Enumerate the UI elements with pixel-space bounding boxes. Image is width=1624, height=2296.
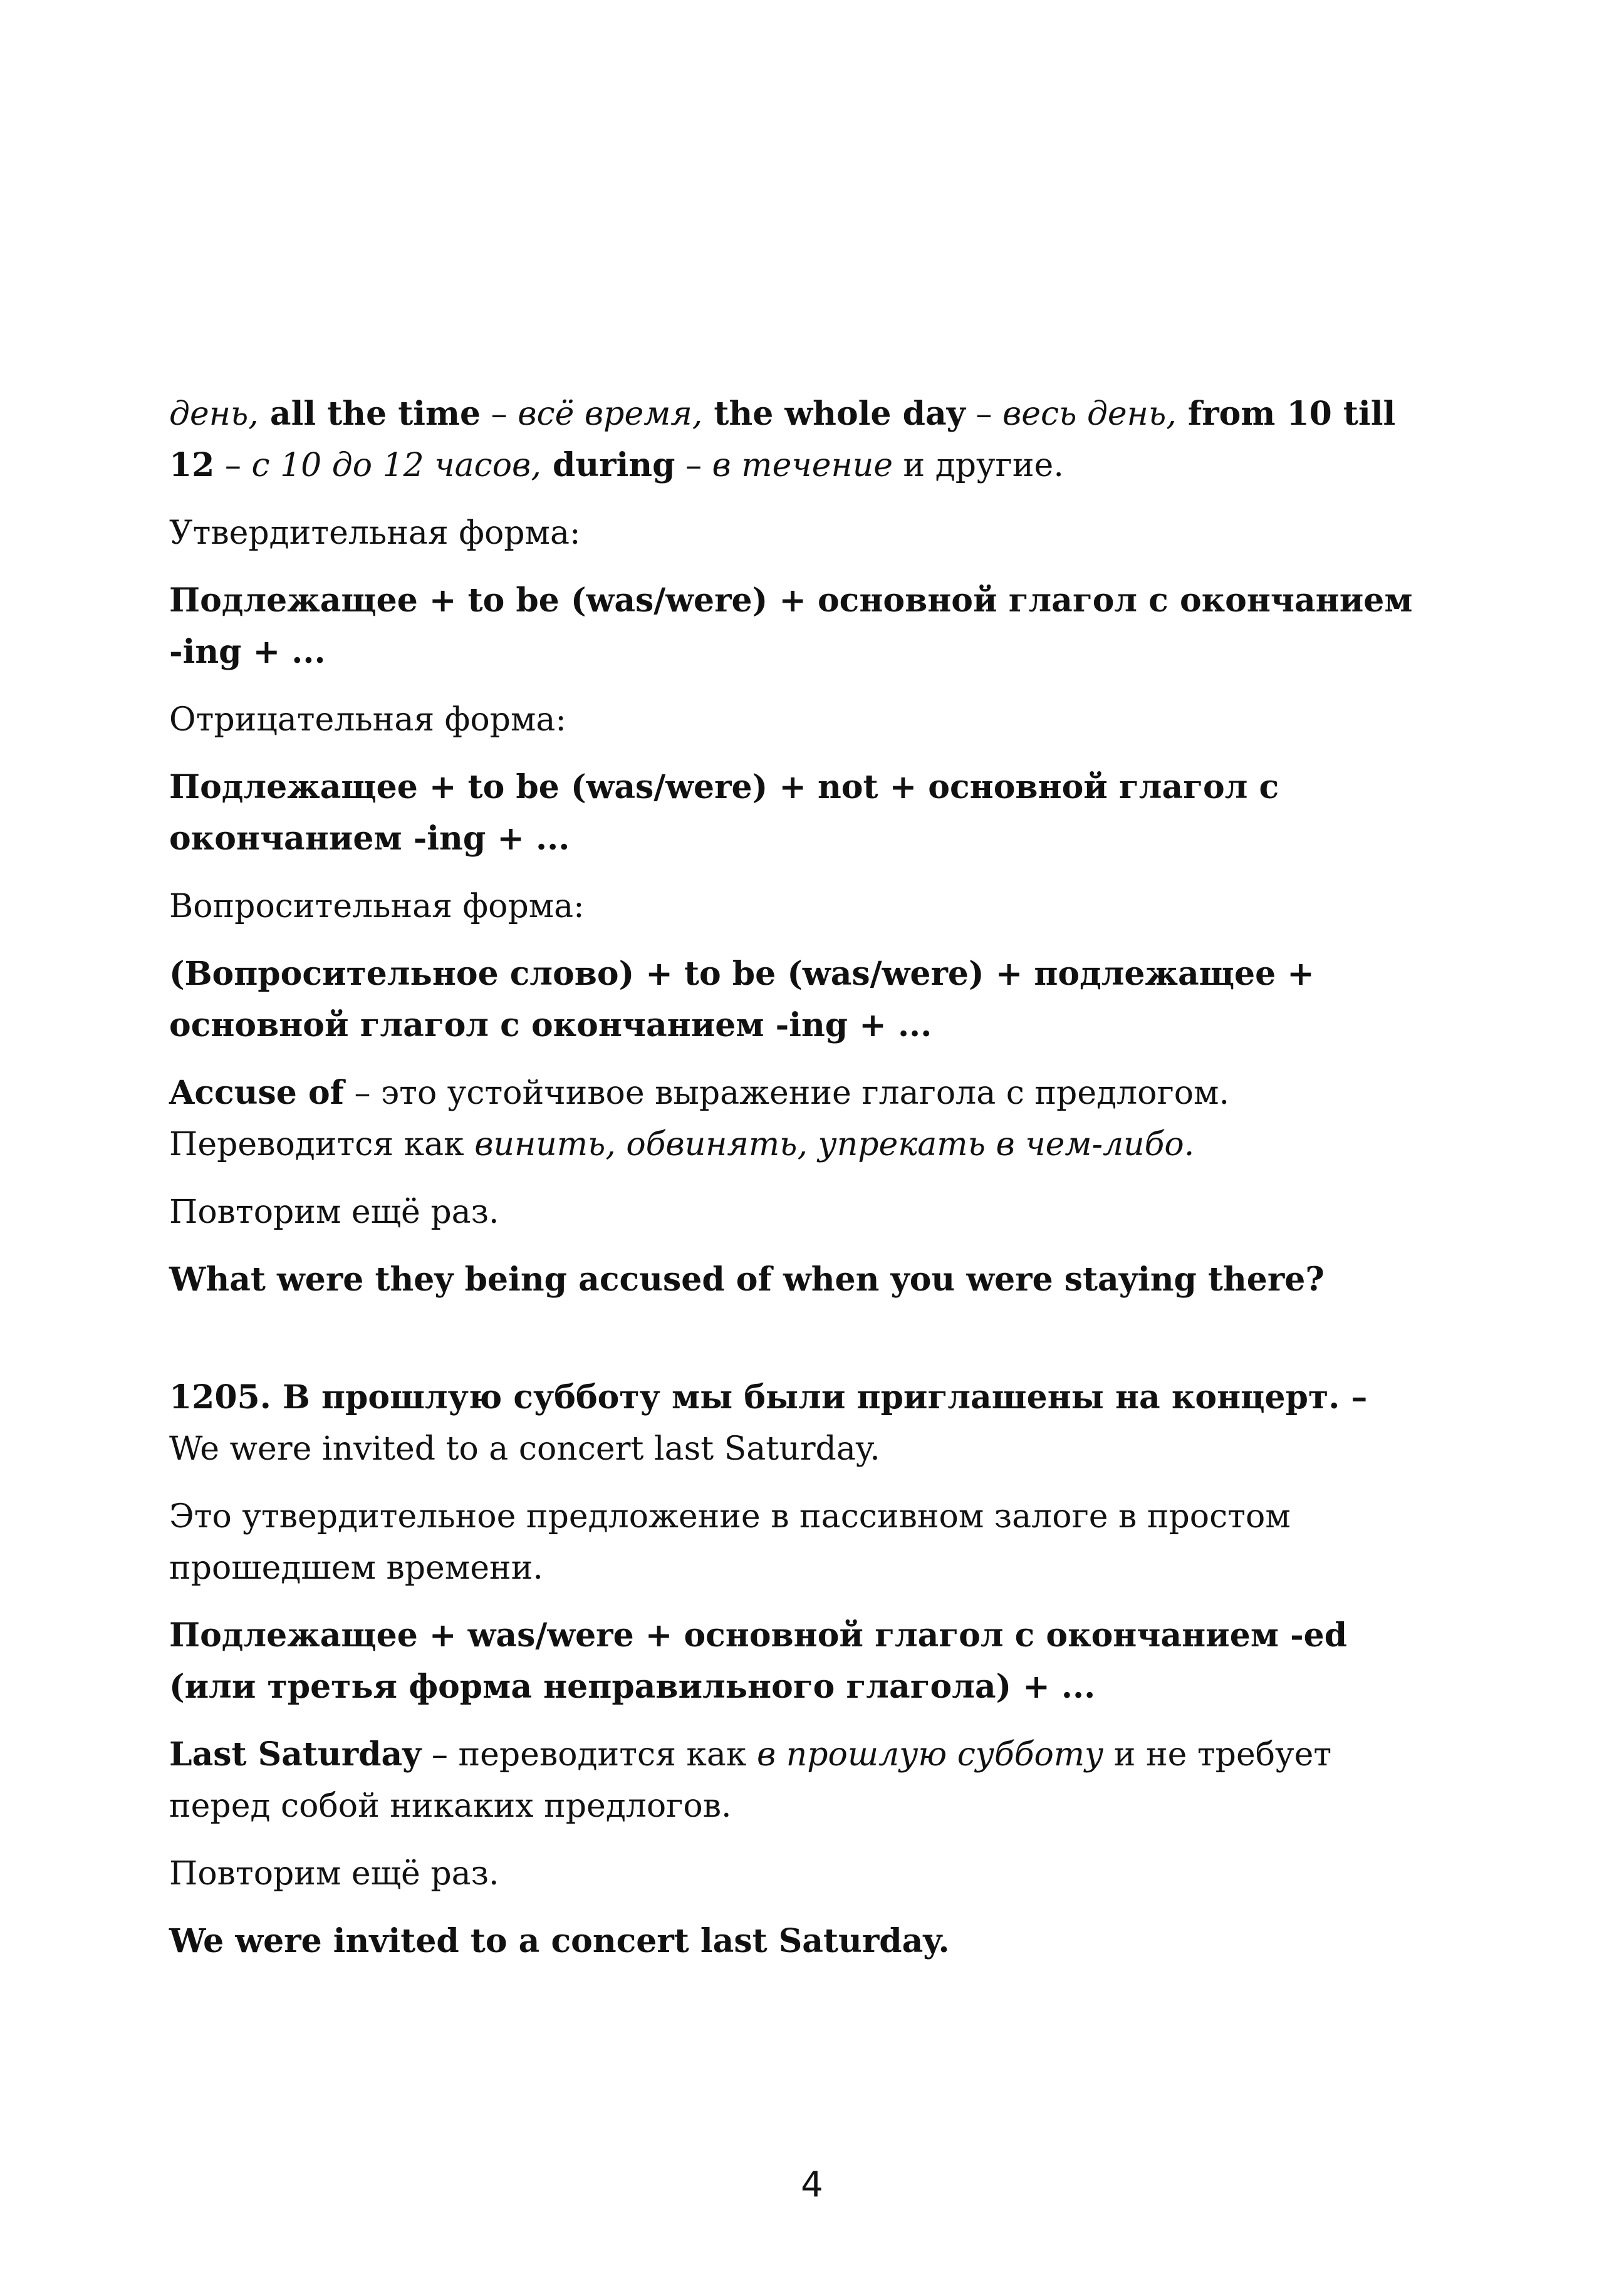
repeat-sentence-1-text: What were they being accused of when you were staying there? xyxy=(169,1260,1325,1299)
intro-italic-1: день, xyxy=(169,395,259,433)
exercise-1205-translation: We were invited to a concert last Saturday. xyxy=(169,1430,880,1468)
intro-tail: и другие. xyxy=(893,447,1064,484)
negative-formula xyxy=(169,762,1422,865)
repeat-sentence-1 xyxy=(169,1254,1422,1306)
accuse-translation: винить, обвинять, упрекать в чем-либо. xyxy=(474,1126,1195,1163)
page-content xyxy=(169,388,1422,1983)
negative-formula-text: Подлежащее + to be (was/were) + not + основной глагол с окончанием -ing + ... xyxy=(169,768,1279,858)
affirmative-formula-text: Подлежащее + to be (was/were) + основной глагол с окончанием -ing + ... xyxy=(169,581,1413,671)
page-number: 4 xyxy=(801,2164,823,2205)
last-saturday-term: Last Saturday xyxy=(169,1735,422,1774)
intro-dash-1: – xyxy=(481,395,518,433)
intro-dash-3: – xyxy=(214,447,252,484)
affirmative-label: Утвердительная форма: xyxy=(169,514,581,552)
exercise-1205-formula xyxy=(169,1610,1422,1713)
repeat-sentence-2 xyxy=(169,1916,1422,1967)
last-saturday-paragraph xyxy=(169,1729,1422,1832)
intro-bold-3: from 10 till 12 xyxy=(169,395,1396,484)
intro-dash-4: – xyxy=(675,447,712,484)
interrogative-formula xyxy=(169,948,1422,1051)
exercise-1205-heading xyxy=(169,1372,1422,1475)
accuse-paragraph xyxy=(169,1067,1422,1170)
exercise-1205-formula-text: Подлежащее + was/were + основной глагол с окончанием -ed (или третья форма неправильного глагола) + ... xyxy=(169,1616,1348,1706)
last-saturday-italic: в прошлую субботу xyxy=(756,1736,1104,1774)
affirmative-formula xyxy=(169,575,1422,678)
repeat-sentence-2-text: We were invited to a concert last Saturday. xyxy=(169,1922,950,1960)
intro-italic-5: в течение xyxy=(712,447,893,484)
intro-italic-3: весь день, xyxy=(1002,395,1177,433)
exercise-1205-description: Это утвердительное предложение в пассивном залоге в простом прошедшем времени. xyxy=(169,1498,1291,1587)
intro-bold-2: the whole day xyxy=(702,395,966,433)
accuse-term: Accuse of xyxy=(169,1074,344,1112)
intro-bold-1: all the time xyxy=(258,395,481,433)
section-gap xyxy=(169,1322,1422,1372)
intro-bold-4: during xyxy=(541,446,675,484)
negative-label: Отрицательная форма: xyxy=(169,701,566,739)
repeat-label-2: Повторим ещё раз. xyxy=(169,1855,499,1893)
accuse-text: – это устойчивое выражение глагола с предлогом. Переводится как xyxy=(169,1074,1229,1163)
interrogative-label: Вопросительная форма: xyxy=(169,888,585,925)
intro-italic-2: всё время, xyxy=(518,395,703,433)
intro-paragraph xyxy=(169,388,1422,491)
intro-italic-4: с 10 до 12 часов, xyxy=(251,447,541,484)
last-saturday-text-1: – переводится как xyxy=(421,1736,757,1774)
exercise-1205-title: 1205. В прошлую субботу мы были приглашены на концерт. – xyxy=(169,1378,1368,1416)
last-saturday-text-2: и не требует перед собой никаких предлогов. xyxy=(169,1736,1332,1825)
interrogative-formula-text: (Вопросительное слово) + to be (was/were) + подлежащее + основной глагол с окончанием -ing + ... xyxy=(169,955,1314,1044)
repeat-label-1: Повторим ещё раз. xyxy=(169,1193,499,1231)
intro-dash-2: – xyxy=(965,395,1002,433)
